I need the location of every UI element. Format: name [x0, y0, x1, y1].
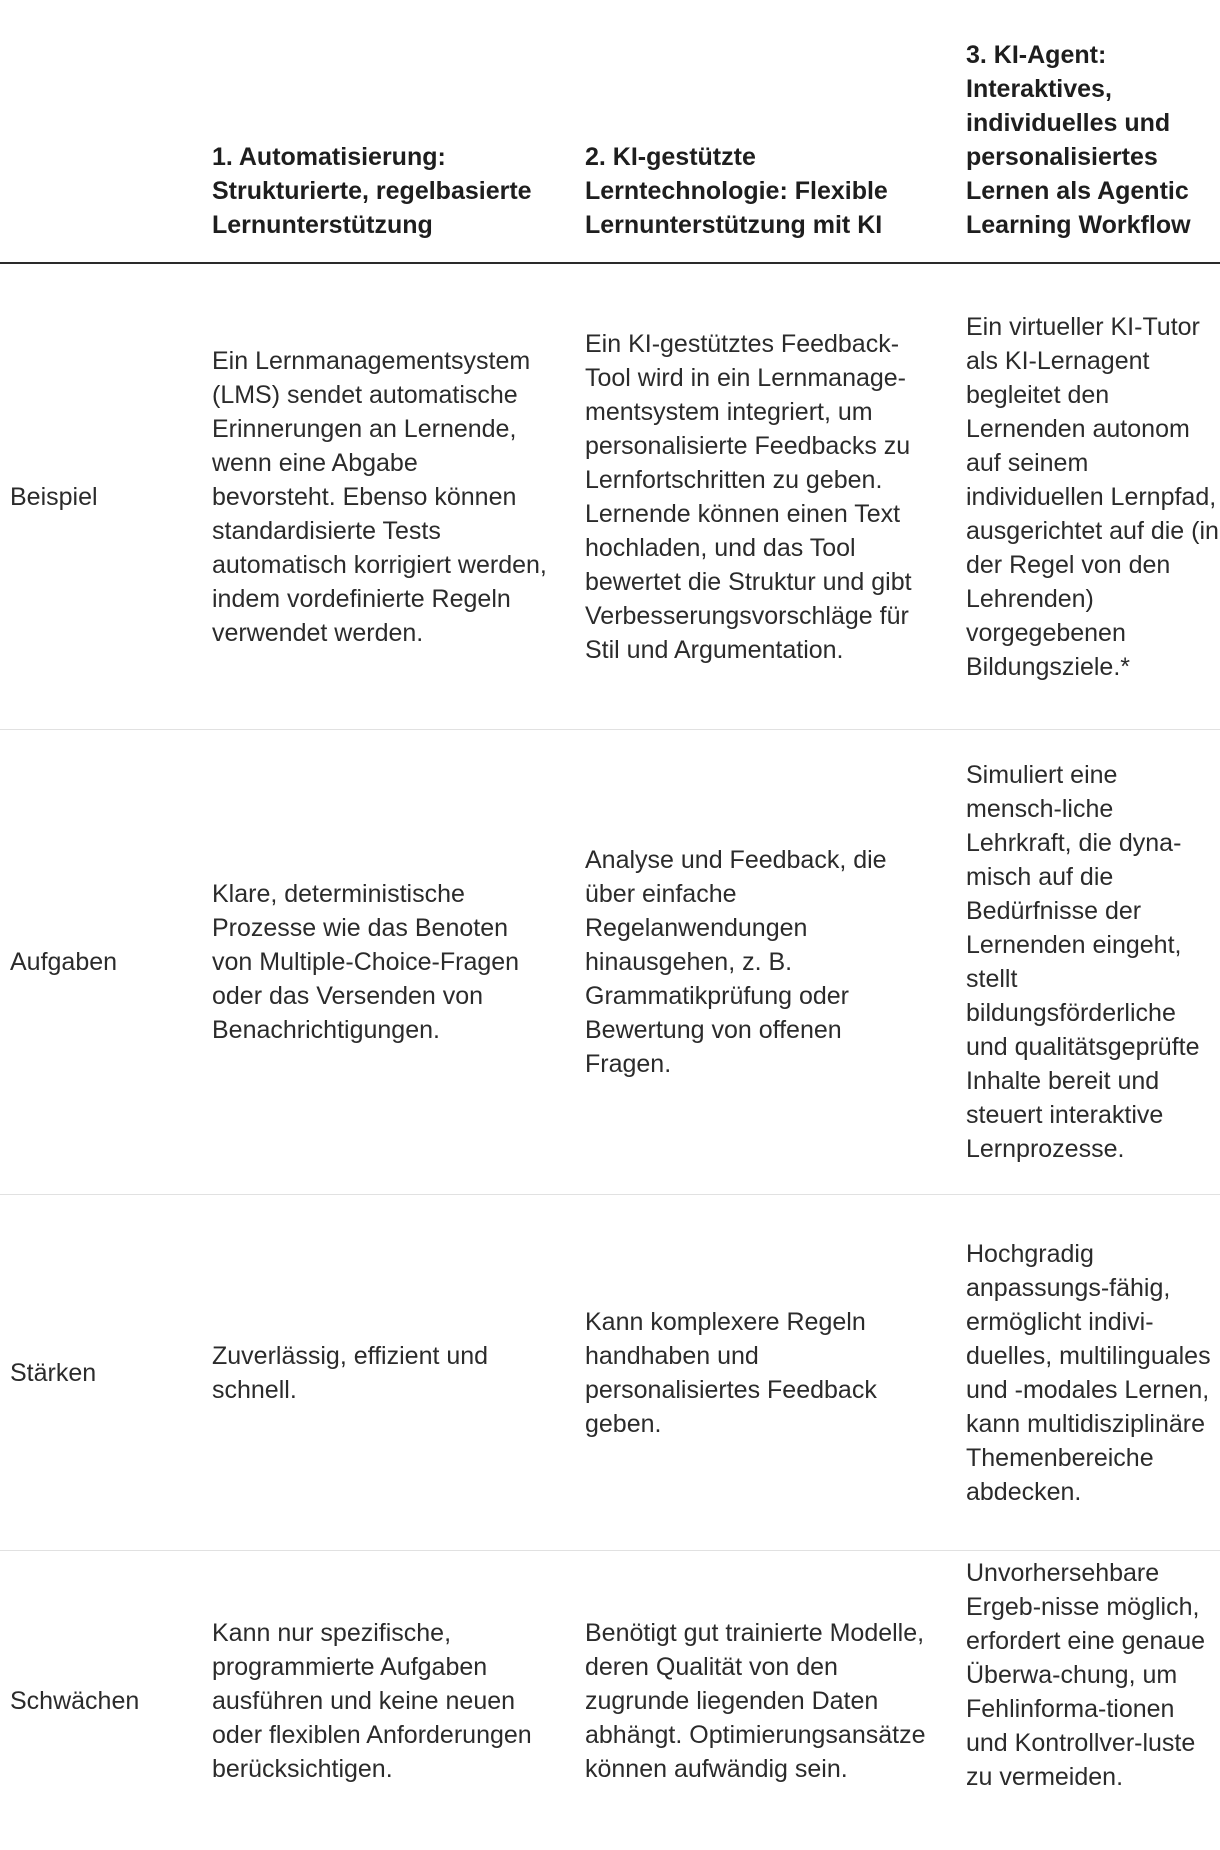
table-row-beispiel	[0, 264, 1220, 730]
table-header-row	[0, 0, 1220, 264]
row-label: Stärken	[10, 1358, 97, 1387]
table-cell: Ein Lernmanagementsystem (LMS) sendet automatische Erinnerungen an Lernende, wenn eine Abgabe bevorsteht. Ebenso können standardisierte Tests automatisch korrigiert werden, indem vordefinierte Regeln verwendet werden.	[212, 346, 547, 647]
row-label: Aufgaben	[10, 948, 118, 976]
row-label: Beispiel	[10, 482, 98, 511]
table-row-schwaechen	[0, 1551, 1220, 1850]
table-cell: Zuverlässig, effizient und schnell.	[212, 1341, 489, 1404]
table-cell: Benötigt gut trainierte Modelle, deren Qualität von den zugrunde liegenden Daten abhängt. Optimierungsansätze können aufwändig sein.	[585, 1618, 926, 1783]
column-header-ki-agent: 3. KI-Agent: Interaktives, individuelles und personalisiertes Lernen als Agentic Learning Workflow	[966, 41, 1191, 239]
table-cell: Analyse und Feedback, die über einfache Regelanwendungen hinausgehen, z. B. Grammatikprüfung oder Bewertung von offenen Fragen.	[585, 846, 887, 1078]
column-header-automatisierung: 1. Automatisierung: Strukturierte, regelbasierte Lernunterstützung	[212, 143, 532, 239]
table-row-aufgaben	[0, 730, 1220, 1195]
table-cell: Ein virtueller KI-Tutor als KI-Lernagent begleitet den Lernenden autonom auf seinem individuellen Lernpfad, ausgerichtet auf die (in der Regel von den Lehrenden) vorgegebenen Bildungsziele.*	[966, 312, 1219, 681]
table-cell: Kann komplexere Regeln handhaben und personalisiertes Feedback geben.	[585, 1307, 877, 1438]
table-cell: Klare, deterministische Prozesse wie das Benoten von Multiple-Choice-Fragen oder das Versenden von Benachrichtigungen.	[212, 880, 520, 1044]
table-cell: Unvorhersehbare Ergeb-nisse möglich, erfordert eine genaue Überwa-chung, um Fehlinforma-tionen und Kontrollver-luste zu vermeiden.	[966, 1559, 1206, 1791]
table-cell: Simuliert eine mensch-liche Lehrkraft, die dyna-misch auf die Bedürfnisse der Lernenden eingeht, stellt bildungsförderliche und qualitätsgeprüfte Inhalte bereit und steuert interaktive Lernprozesse.	[966, 761, 1200, 1163]
table-cell: Hochgradig anpassungs-fähig, ermöglicht indivi-duelles, multilinguales und -modales Lernen, kann multidisziplinäre Themenbereiche abdecken.	[966, 1239, 1211, 1506]
row-label: Schwächen	[10, 1686, 140, 1715]
table-cell: Ein KI-gestütztes Feedback-Tool wird in ein Lernmanage-mentsystem integriert, um personalisierte Feedbacks zu Lernfortschritten zu geben. Lernende können einen Text hochladen, und das Tool bewertet die Struktur und gibt Verbesserungsvorschläge für Stil und Argumentation.	[585, 329, 912, 664]
table-cell: Kann nur spezifische, programmierte Aufgaben ausführen und keine neuen oder flexiblen Anforderungen berücksichtigen.	[212, 1618, 532, 1783]
table-row-staerken	[0, 1195, 1220, 1551]
column-header-ki-lerntechnologie: 2. KI-gestützte Lerntechnologie: Flexible Lernunterstützung mit KI	[585, 143, 888, 239]
